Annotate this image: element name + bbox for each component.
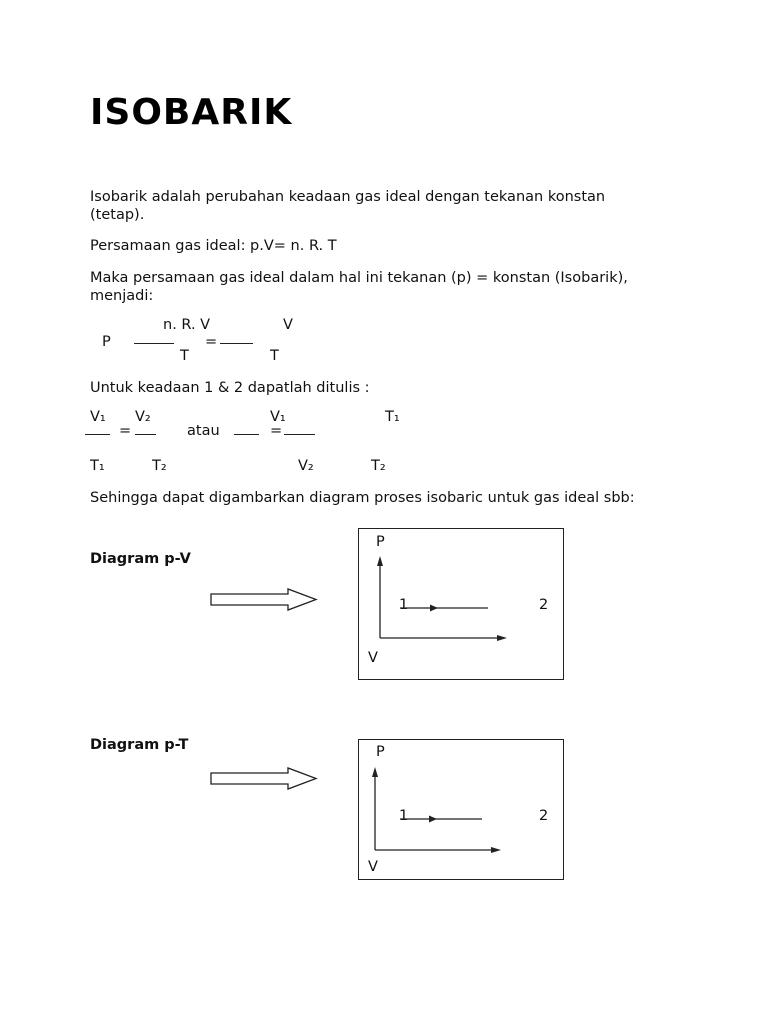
diagram-pt-state-2: 2 xyxy=(539,808,549,824)
formula2-atau: atau xyxy=(187,423,220,439)
formula2-a-numerator: V₁ xyxy=(90,409,106,425)
formula2-b-numerator: V₂ xyxy=(135,409,151,425)
page-title: ISOBARIK xyxy=(90,92,293,133)
formula2-d-numerator: T₁ xyxy=(385,409,400,425)
ideal-gas-paragraph: Persamaan gas ideal: p.V= n. R. T xyxy=(90,238,337,254)
formula-denominator-1: T xyxy=(180,348,189,364)
formula2-c-numerator: V₁ xyxy=(270,409,286,425)
formula2-a-denominator: T₁ xyxy=(90,458,105,474)
becomes-paragraph: Maka persamaan gas ideal dalam hal ini tekanan (p) = konstan (Isobarik), menjadi: xyxy=(90,270,628,304)
diagram-pv-y-axis-label: P xyxy=(376,534,385,550)
formula2-d-denominator: T₂ xyxy=(371,458,386,474)
formula-equals: = xyxy=(205,334,218,350)
diagram-pv-state-1: 1 xyxy=(399,597,409,613)
diagram-pt-y-arrowhead xyxy=(372,767,378,777)
formula2-equals-1: = xyxy=(119,423,132,439)
diagram-pt-label: Diagram p-T xyxy=(90,737,189,753)
states-paragraph: Untuk keadaan 1 & 2 dapatlah ditulis : xyxy=(90,380,370,396)
formula2-equals-2: = xyxy=(270,423,283,439)
formula-denominator-2: T xyxy=(270,348,279,364)
diagram-pv-state-2: 2 xyxy=(539,597,549,613)
definition-paragraph: Isobarik adalah perubahan keadaan gas ideal dengan tekanan konstan (tetap). xyxy=(90,189,606,223)
formula-numerator-1: n. R. V xyxy=(163,317,211,333)
diagram-pv-label: Diagram p-V xyxy=(90,551,191,567)
formula-numerator-2: V xyxy=(283,317,293,333)
diagram-pt-x-arrowhead xyxy=(491,847,501,853)
formula2-c-denominator: V₂ xyxy=(298,458,314,474)
diagram-pv-x-axis-label: V xyxy=(368,650,378,666)
formula2-b-denominator: T₂ xyxy=(152,458,167,474)
diagram-pt-x-axis-label: V xyxy=(368,859,378,875)
right-arrowhead-icon xyxy=(429,816,437,823)
diagram-intro-paragraph: Sehingga dapat digambarkan diagram proses isobaric untuk gas ideal sbb: xyxy=(90,490,635,506)
diagram-pt-y-axis-label: P xyxy=(376,744,385,760)
diagram-pt-state-1: 1 xyxy=(399,808,409,824)
formula-p: P xyxy=(102,334,111,350)
